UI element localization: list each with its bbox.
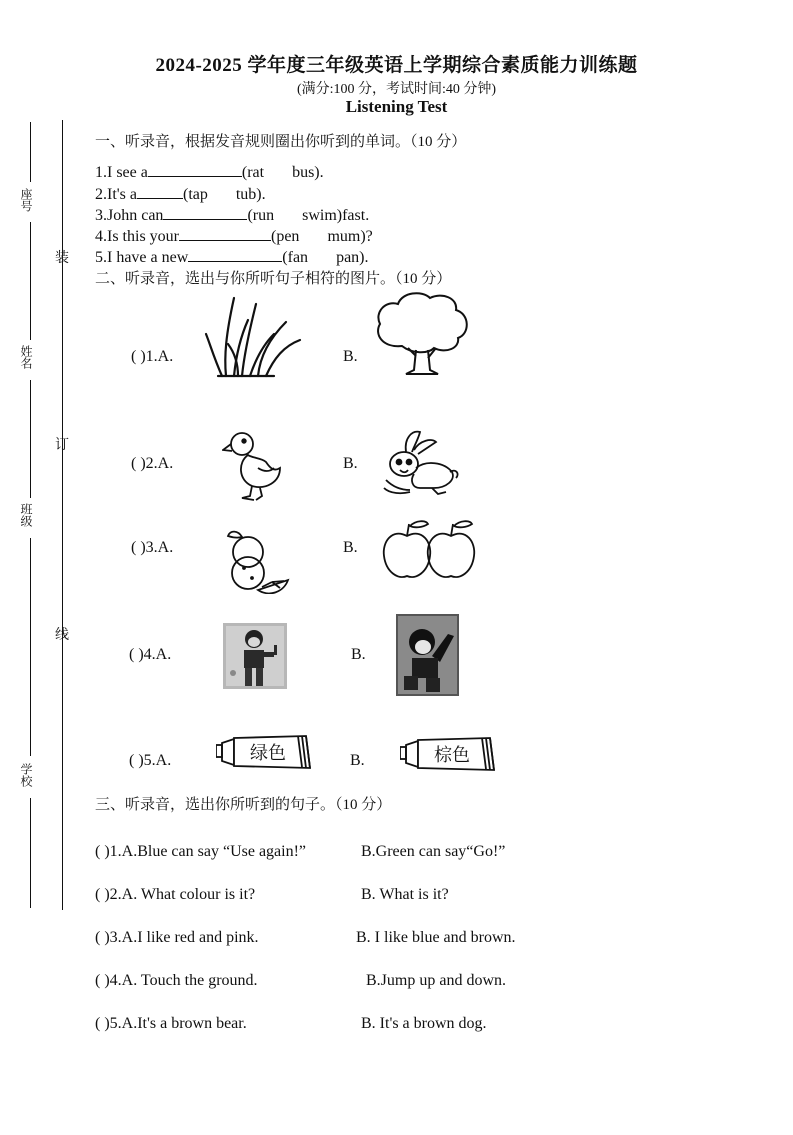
boy-reaching-photo-icon[interactable]: [396, 614, 459, 696]
boy-photo-icon[interactable]: [223, 623, 287, 689]
part2-item-5-label: ( )5.A.: [129, 752, 172, 769]
part3-item-5-a: ( )5.A.It's a brown bear.: [95, 1015, 247, 1032]
part2-item-1-label: ( )1.A.: [131, 348, 174, 365]
part3-item-2-a: ( )2.A. What colour is it?: [95, 886, 256, 903]
tree-icon[interactable]: [372, 290, 472, 378]
rabbit-icon[interactable]: [380, 428, 460, 498]
class-label: 班级: [19, 503, 33, 527]
option-b[interactable]: pan).: [336, 249, 369, 266]
margin-rule-bottom: [30, 798, 31, 908]
answer-blank[interactable]: [163, 205, 247, 220]
part2-heading: 二、听录音，选出与你所听句子相符的图片。（10 分）: [95, 271, 452, 287]
item-text: 5.I have a new: [95, 249, 189, 266]
part3-heading: 三、听录音，选出你所听到的句子。（10 分）: [95, 797, 392, 813]
binding-char-zhuang: 装: [55, 251, 69, 266]
answer-blank[interactable]: [137, 184, 183, 199]
duck-icon[interactable]: [222, 428, 284, 502]
paint-tube-brown-icon[interactable]: [400, 737, 500, 771]
part3-item-4-a: ( )4.A. Touch the ground.: [95, 972, 258, 989]
part3-item-1-a: ( )1.A.Blue can say “Use again!”: [95, 843, 307, 860]
margin-rule-top: [30, 122, 31, 182]
option-a[interactable]: (rat: [241, 164, 265, 181]
part3-item-3-a: ( )3.A.I like red and pink.: [95, 929, 259, 946]
part1-heading: 一、听录音，根据发音规则圈出你听到的单词。（10 分）: [95, 134, 467, 150]
page-subtitle: (满分:100 分，考试时间:40 分钟): [296, 82, 497, 97]
option-b[interactable]: mum)?: [327, 228, 373, 245]
answer-blank[interactable]: [148, 162, 242, 177]
seat-number-label: 座号: [19, 188, 33, 212]
part2-item-3-label: ( )3.A.: [131, 539, 174, 556]
part3-item-2-b: B. What is it?: [361, 886, 449, 903]
grass-icon[interactable]: [204, 296, 304, 380]
item-text: 2.It's a: [95, 186, 137, 203]
item-text: 1.I see a: [95, 164, 148, 181]
item-text: 4.Is this your: [95, 228, 179, 245]
part1-item-3: [95, 205, 369, 225]
part3-item-4-b: B.Jump up and down.: [366, 972, 506, 989]
part2-item-2-b: B.: [343, 455, 358, 472]
option-a[interactable]: (run: [247, 207, 275, 224]
part1-item-2: [95, 184, 266, 204]
part2-item-3-b: B.: [343, 539, 358, 556]
item-text: 3.John can: [95, 207, 164, 224]
name-line: [30, 380, 31, 498]
part2-item-1-b: B.: [343, 348, 358, 365]
part2-item-2-label: ( )2.A.: [131, 455, 174, 472]
class-line: [30, 538, 31, 756]
answer-blank[interactable]: [179, 226, 271, 241]
apples-icon[interactable]: [382, 518, 480, 582]
part2-item-4-b: B.: [351, 646, 366, 663]
school-label: 学校: [19, 763, 33, 787]
binding-char-ding: 订: [55, 438, 69, 453]
answer-blank[interactable]: [188, 247, 282, 262]
option-b[interactable]: bus).: [292, 164, 324, 181]
part3-item-5-b: B. It's a brown dog.: [361, 1015, 487, 1032]
part3-item-3-b: B. I like blue and brown.: [356, 929, 516, 946]
part1-item-5: [95, 247, 369, 267]
section-title: Listening Test: [345, 97, 448, 116]
name-label: 姓名: [19, 345, 33, 369]
seat-number-line: [30, 222, 31, 340]
binding-line: [62, 120, 63, 910]
part1-item-4: [95, 226, 373, 246]
option-a[interactable]: (tap: [182, 186, 208, 203]
part3-item-1-b: B.Green can say“Go!”: [361, 843, 506, 860]
part1-item-1: [95, 162, 324, 182]
part2-item-4-label: ( )4.A.: [129, 646, 172, 663]
option-a[interactable]: (pen: [271, 228, 300, 245]
page-title: 2024-2025 学年度三年级英语上学期综合素质能力训练题: [155, 55, 638, 76]
paint-tube-brown-label: 棕色: [434, 745, 470, 765]
binding-char-xian: 线: [55, 628, 69, 643]
orange-icon[interactable]: [222, 528, 292, 594]
option-a[interactable]: (fan: [282, 249, 309, 266]
paint-tube-green-label: 绿色: [250, 743, 286, 763]
paint-tube-green-icon[interactable]: [216, 735, 316, 769]
option-b[interactable]: swim)fast.: [302, 207, 370, 224]
part2-item-5-b: B.: [350, 752, 365, 769]
option-b[interactable]: tub).: [235, 186, 266, 203]
